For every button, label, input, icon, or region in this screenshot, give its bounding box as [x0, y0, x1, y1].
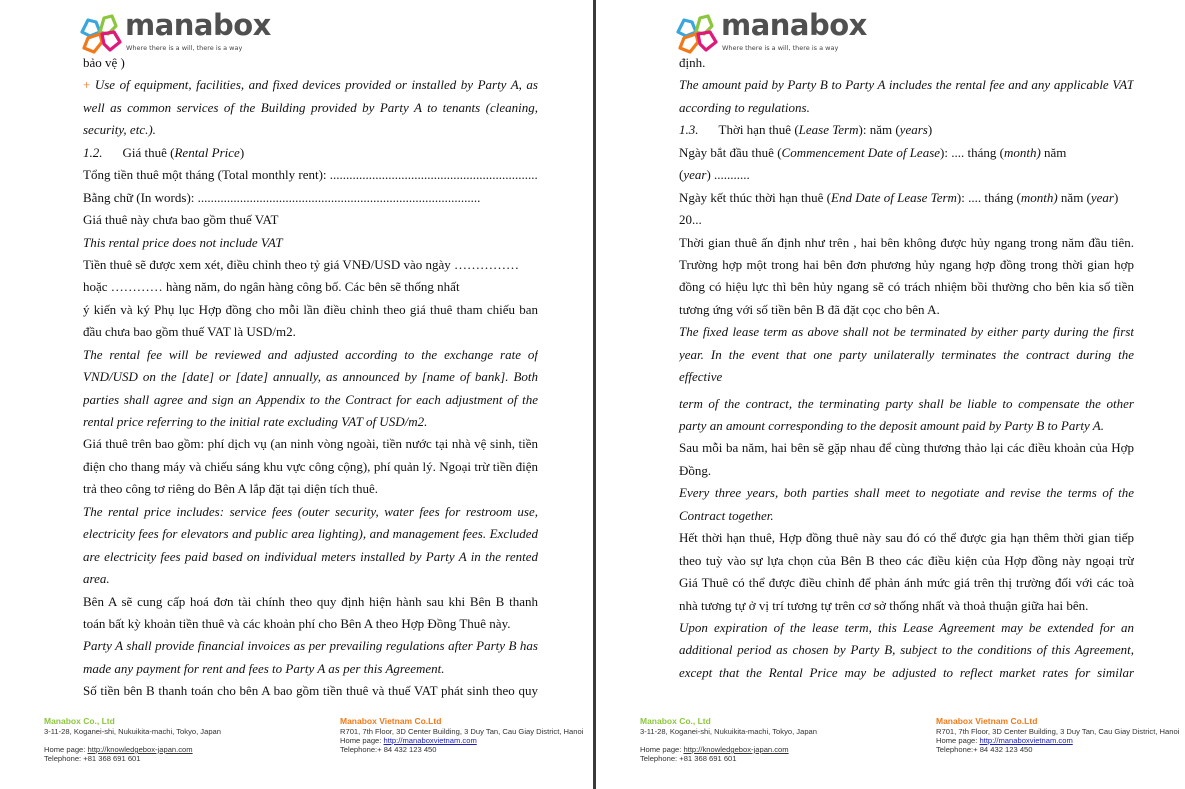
text-line — [83, 52, 538, 74]
manabox-flower-icon — [78, 12, 124, 56]
text-segment: month) — [1003, 144, 1041, 160]
text-line — [83, 478, 538, 500]
text-line — [83, 635, 538, 657]
text-segment: effective — [679, 369, 723, 385]
text-segment: Thời gian thuê ấn định như trên , hai bên không được hủy ngang trong năm đầu tiên. — [679, 234, 1134, 250]
footer-vietnam-office — [340, 717, 585, 754]
text-line — [679, 232, 1134, 254]
logo-tagline: Where there is a will, there is a way — [722, 44, 839, 52]
text-segment: party an amount corresponding to the deposit amount paid by Party B to Party A. — [679, 418, 1104, 433]
text-segment: năm — [1040, 144, 1067, 160]
text-segment: according to regulations. — [679, 99, 810, 115]
text-line — [679, 187, 1134, 209]
text-line — [83, 119, 538, 141]
text-segment: ) — [239, 144, 245, 160]
text-segment: The rental fee will be reviewed and adjusted according to the exchange rate of — [83, 346, 538, 362]
text-line — [679, 662, 1134, 684]
footer-telephone: Telephone: +81 368 691 601 — [640, 754, 737, 763]
footer-address: R701, 7th Floor, 3D Center Building, 3 Duy Tan, Cau Giay District, Hanoi — [936, 727, 1180, 736]
text-line — [83, 389, 538, 411]
text-line — [679, 595, 1134, 617]
text-line — [83, 142, 538, 164]
text-segment: toán bất kỳ khoản tiền thuê và các khoản phí cho Bên A theo Hợp Đồng Thuê này. — [83, 615, 511, 631]
footer-address: 3-11-28, Koganei-shi, Nukuikita-machi, Tokyo, Japan — [640, 727, 817, 736]
text-line — [83, 568, 538, 590]
footer-homepage-label: Home page: — [44, 745, 88, 754]
text-segment: Đồng. — [679, 462, 712, 478]
text-segment: year — [683, 167, 707, 183]
text-segment: ý kiến và ký Phụ lục Hợp đồng cho mỗi lần điều chỉnh theo giá thuê tham chiếu ban — [83, 301, 538, 317]
text-line — [83, 164, 538, 186]
footer-vietnam-office — [936, 717, 1181, 754]
text-line — [83, 299, 538, 321]
text-segment: Số tiền bên B thanh toán cho bên A bao gồm tiền thuê và thuế VAT phát sinh theo quy — [83, 683, 538, 699]
text-line — [679, 366, 1134, 388]
text-segment: Bên A sẽ cung cấp hoá đơn tài chính theo quy định hiện hành sau khi Bên B thanh — [83, 593, 538, 609]
text-segment: hoặc ………… hàng năm, do ngân hàng công bố. Các bên sẽ thống nhất — [83, 279, 460, 295]
text-segment: Tiền thuê sẽ được xem xét, điều chỉnh theo tỷ giá VNĐ/USD vào ngày …………… — [83, 256, 520, 272]
text-line — [83, 321, 538, 343]
text-segment: ) — [927, 122, 933, 138]
text-segment: Sau mỗi ba năm, hai bên sẽ gặp nhau để cùng thương thảo lại các điều khoản của Hợp — [679, 440, 1134, 456]
text-line — [83, 501, 538, 523]
text-segment: ): .... tháng ( — [956, 189, 1021, 205]
text-line — [679, 505, 1134, 527]
text-segment: Bằng chữ (In words): ....................................................................................... — [83, 189, 481, 205]
text-line — [679, 299, 1134, 321]
text-segment: The rental price includes: service fees (outer security, water fees for restroom use, — [83, 503, 538, 519]
text-line — [679, 164, 1134, 186]
text-line — [679, 344, 1134, 366]
text-line — [83, 411, 538, 433]
manabox-logo — [674, 8, 867, 56]
text-segment: The fixed lease term as above shall not be terminated by either party during the first — [679, 324, 1134, 340]
footer-homepage-label: Home page: — [340, 736, 384, 745]
footer-company-name: Manabox Co., Ltd — [44, 716, 115, 726]
footer-homepage-link[interactable]: http://manaboxvietnam.com — [979, 736, 1073, 745]
text-line — [679, 97, 1134, 119]
text-segment: Giá Thuê có thể được điều chỉnh để phản ánh mức giá trên thị trường đối với các toà — [679, 575, 1134, 591]
footer-address: R701, 7th Floor, 3D Center Building, 3 Duy Tan, Cau Giay District, Hanoi — [340, 727, 584, 736]
text-line — [679, 639, 1134, 661]
text-segment: Contract together. — [679, 507, 774, 523]
text-segment: Giá thuê ( — [122, 144, 175, 160]
text-segment: 1.2. — [83, 144, 103, 160]
text-segment: electricity fees for elevators and public area lighting), and management fees. Excluded — [83, 526, 538, 542]
footer-japan-office — [44, 717, 289, 763]
document-page-2 — [596, 0, 1185, 789]
text-line — [679, 119, 1134, 141]
manabox-logo — [78, 8, 271, 56]
text-segment: security, etc.). — [83, 122, 156, 138]
text-line — [679, 276, 1134, 298]
text-segment: years — [899, 122, 928, 138]
text-segment: Hết thời hạn thuê, Hợp đồng thuê này sau đó có thể được gia hạn thêm thời gian tiếp — [679, 530, 1134, 546]
text-segment: Thời hạn thuê ( — [718, 122, 799, 138]
manabox-flower-icon — [674, 12, 720, 56]
text-line — [679, 142, 1134, 164]
text-line — [83, 74, 538, 96]
page-body-text — [83, 52, 538, 703]
text-segment: Every three years, both parties shall meet to negotiate and revise the terms of the — [679, 485, 1134, 501]
bullet-plus: + — [83, 77, 95, 93]
footer-company-name: Manabox Vietnam Co.Ltd — [936, 716, 1038, 726]
text-segment: ): năm ( — [858, 122, 900, 138]
logo-wordmark: manabox — [721, 8, 867, 42]
footer-telephone: Telephone: +81 368 691 601 — [44, 754, 141, 763]
text-segment: Giá thuê này chưa bao gồm thuế VAT — [83, 212, 279, 228]
text-line — [83, 613, 538, 635]
text-line — [83, 658, 538, 680]
logo-tagline: Where there is a will, there is a way — [126, 44, 243, 52]
footer-company-name: Manabox Vietnam Co.Ltd — [340, 716, 442, 726]
text-segment: additional period as chosen by Party B, subject to the conditions of this Agreement, — [679, 642, 1134, 658]
text-line — [679, 550, 1134, 572]
footer-company-name: Manabox Co., Ltd — [640, 716, 711, 726]
text-line — [679, 415, 1134, 437]
page-body-text — [679, 52, 1134, 684]
text-segment: This rental price does not include VAT — [83, 234, 283, 250]
text-line — [83, 680, 538, 702]
text-line — [679, 437, 1134, 459]
text-segment: theo tuỳ vào sự lựa chọn của Bên B theo các điều kiện của Hợp đồng này ngoại trừ — [679, 552, 1134, 568]
text-segment: Party A shall provide financial invoices as per prevailing regulations after Party B has — [83, 638, 538, 654]
text-segment: Ngày bắt đầu thuê ( — [679, 144, 782, 160]
text-line — [83, 276, 538, 298]
text-line — [83, 523, 538, 545]
footer-homepage-link[interactable]: http://manaboxvietnam.com — [383, 736, 477, 745]
text-segment: Ngày kết thúc thời hạn thuê ( — [679, 189, 832, 205]
text-line — [679, 321, 1134, 343]
text-line — [679, 572, 1134, 594]
text-segment: ) ........... — [706, 167, 750, 183]
text-segment: ): .... tháng ( — [940, 144, 1004, 160]
text-segment: ) — [1114, 189, 1119, 205]
text-segment: Lease Term — [798, 122, 859, 138]
text-segment: định. — [679, 55, 706, 70]
text-segment: year — [1090, 189, 1114, 205]
logo-wordmark: manabox — [125, 8, 271, 42]
text-segment: month) — [1020, 189, 1058, 205]
text-segment: điện cho thang máy và chiếu sáng khu vực công cộng), phí quản lý. Ngoại trừ tiền điện — [83, 458, 538, 474]
text-line — [83, 97, 538, 119]
text-segment: đồng có hiệu lực thì bên hủy ngang sẽ có trách nhiệm bồi thường cho bên kia số tiền — [679, 279, 1134, 295]
text-line — [679, 393, 1134, 415]
text-segment: The amount paid by Party B to Party A includes the rental fee and any applicable VAT — [679, 77, 1134, 93]
text-segment: Giá thuê trên bao gồm: phí dịch vụ (an ninh vòng ngoài, tiền nước tại nhà vệ sinh, tiền — [83, 436, 538, 452]
text-segment: Use of equipment, facilities, and fixed devices provided or installed by Party A, as — [94, 77, 538, 93]
text-segment: ( — [679, 167, 684, 183]
text-line — [679, 527, 1134, 549]
footer-telephone: Telephone:+ 84 432 123 450 — [936, 745, 1033, 754]
text-line — [679, 254, 1134, 276]
text-segment: 20... — [679, 212, 702, 228]
text-line — [83, 209, 538, 231]
text-segment: trả theo công tơ riêng do Bên A lắp đặt tại diện tích thuê. — [83, 481, 378, 497]
text-segment: Commencement Date of Lease — [781, 144, 941, 160]
text-segment: except that the Rental Price may be adjusted to reflect market rates for similar — [679, 664, 1134, 680]
text-line — [679, 460, 1134, 482]
text-line — [83, 344, 538, 366]
text-segment: bảo vệ ) — [83, 55, 125, 70]
text-segment: are electricity fees paid based on individual meters installed by Party A in the rented — [83, 548, 538, 564]
text-line — [83, 546, 538, 568]
text-line — [679, 52, 1134, 74]
text-segment: Tổng tiền thuê một tháng (Total monthly rent): ................................................................ — [83, 167, 538, 183]
text-segment: năm ( — [1057, 189, 1091, 205]
text-segment: VND/USD on the [date] or [date] annually, as announced by [name of bank]. Both — [83, 369, 538, 385]
text-segment: parties shall agree and sign an Appendix to the Contract for each adjustment of the — [83, 391, 538, 407]
text-segment: 1.3. — [679, 122, 699, 138]
text-line — [83, 433, 538, 455]
footer-homepage-link[interactable]: http://knowledgebox-japan.com — [87, 745, 193, 754]
text-line — [83, 254, 538, 276]
text-line — [679, 209, 1134, 231]
footer-homepage-label: Home page: — [640, 745, 684, 754]
text-segment: well as common services of the Building provided by Party A to tenants (cleaning, — [83, 99, 538, 115]
footer-homepage-link[interactable]: http://knowledgebox-japan.com — [683, 745, 789, 754]
text-segment: nhà tương tự ở vị trí tương tự trên cơ sở thống nhất và thoả thuận giữa hai bên. — [679, 597, 1089, 613]
text-line — [83, 591, 538, 613]
footer-address: 3-11-28, Koganei-shi, Nukuikita-machi, Tokyo, Japan — [44, 727, 221, 736]
footer-homepage-label: Home page: — [936, 736, 980, 745]
text-segment: term of the contract, the terminating party shall be liable to compensate the other — [679, 395, 1134, 411]
text-segment: Rental Price — [174, 144, 240, 160]
text-line — [83, 187, 538, 209]
footer-telephone: Telephone:+ 84 432 123 450 — [340, 745, 437, 754]
text-line — [679, 74, 1134, 96]
text-segment: Trường hợp một trong hai bên đơn phương hủy ngang hợp đồng trong thời gian hợp — [679, 256, 1134, 272]
text-line — [83, 456, 538, 478]
footer-japan-office — [640, 717, 885, 763]
text-segment: area. — [83, 571, 110, 587]
text-segment: rental price referring to the initial rate excluding VAT of USD/m2. — [83, 414, 428, 429]
text-segment: made any payment for rent and fees to Party A as per this Agreement. — [83, 660, 445, 676]
text-segment: Upon expiration of the lease term, this Lease Agreement may be extended for an — [679, 619, 1134, 635]
text-segment: tương ứng với số tiền bên B đã đặt cọc cho bên A. — [679, 301, 940, 317]
text-line — [83, 366, 538, 388]
text-segment: End Date of Lease Term — [831, 189, 957, 205]
text-line — [83, 232, 538, 254]
text-line — [679, 617, 1134, 639]
text-line — [679, 482, 1134, 504]
text-segment: year. In the event that one party unilaterally terminates the contract during the — [679, 346, 1134, 362]
text-segment: đầu chưa bao gồm thuế VAT là USD/m2. — [83, 324, 296, 340]
